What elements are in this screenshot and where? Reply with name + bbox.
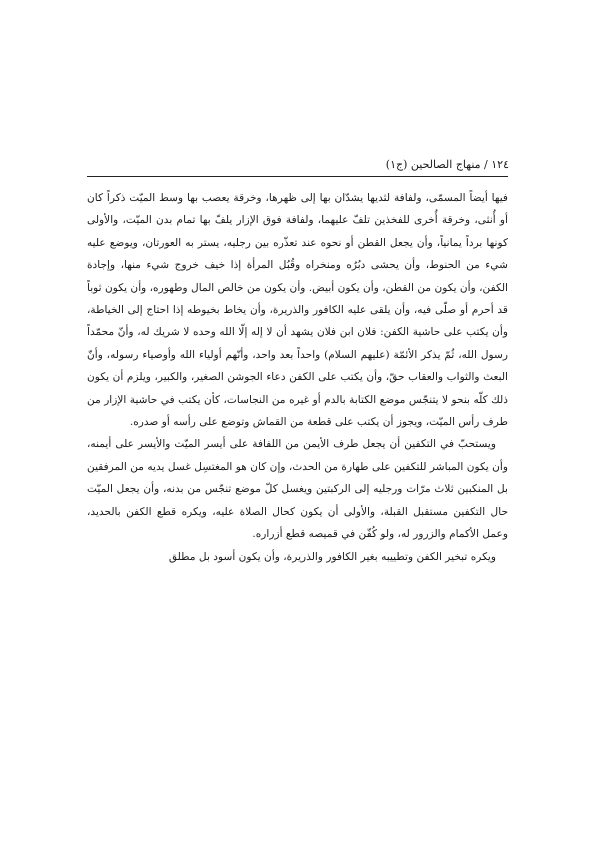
header-divider bbox=[87, 176, 508, 177]
paragraph-continuation: فيها أيضاً المسمّى، ولفافة لثديها يشدّان بها إلى ظهرها، وخرقة يعصب بها وسط الميّت ذكراً كان أو أُنثى، وخرقة أُخرى للفخذين تلفّ عليهما، ولفافة فوق الإزار يلفّ بها تمام بدن الميّت، والأولى كونها برداً يمانياً، وأن يجعل القطن أو نحوه عند تعذّره بين رجليه، يستر به العورتان، ويوضع عليه شيء من الحنوط، وأن يحشى دبُرُه ومنخراه وقُبُل المرأة إذا خيف خروج شيء منها، وإجادة الكفن، وأن يكون من القطن، وأن يكون أبيض. وأن يكون من خالص المال وطهوره، وأن يكون ثوباً قد أحرم أو صلّى فيه، وأن يلقى عليه الكافور والذريرة، وأن يخاط بخيوطه إذا احتاج إلى الخياطة، وأن يكتب على حاشية الكفن: فلان ابن فلان يشهد أن لا إله إلّا الله وحده لا شريك له، وأنّ محمّداً رسول الله، ثُمّ يذكر الأئمّة (عليهم السلام) واحداً بعد واحد، وأنّهم أولياء الله وأوصياء رسوله، وأنّ البعث والثواب والعقاب حقّ، وأن يكتب على الكفن دعاء الجوشن الصغير، والكبير، ويلزم أن يكون ذلك كلّه بنحو لا يتنجّس موضع الكتابة بالدم أو غيره من النجاسات، كأن يكتب في حاشية الإزار من طرف رأس الميّت، ويجوز أن يكتب على قطعة من القماش وتوضع على رأسه أو صدره. bbox=[87, 192, 508, 429]
paragraph-disliked-practices: ويكره تبخير الكفن وتطييبه بغير الكافور والذريرة، وأن يكون أسود بل مطلق bbox=[168, 550, 496, 563]
paragraph-shrouding-recommendations: ويستحبّ في التكفين أن يجعل طرف الأيمن من اللفافة على أيسر الميّت والأيسر على أيمنه، وأن يكون المباشر للتكفين على طهارة من الحدث، وإن كان هو المغتسِل غسل يديه من المرفقين بل المنكبين ثلاث مرّات ورجليه إلى الركبتين ويغسل كلّ موضع تنجّس من بدنه، وأن يجعل الميّت حال التكفين مستقبل القبلة، والأولى أن يكون كحال الصلاة عليه، ويكره قطع الكفن بالحديد، وعمل الأكمام والزرور له، ولو كُفّن في قميصه قطع أزراره. bbox=[87, 438, 508, 541]
running-header: ١٢٤ / منهاج الصالحين (ج١) bbox=[385, 158, 509, 171]
page-body bbox=[87, 187, 508, 568]
